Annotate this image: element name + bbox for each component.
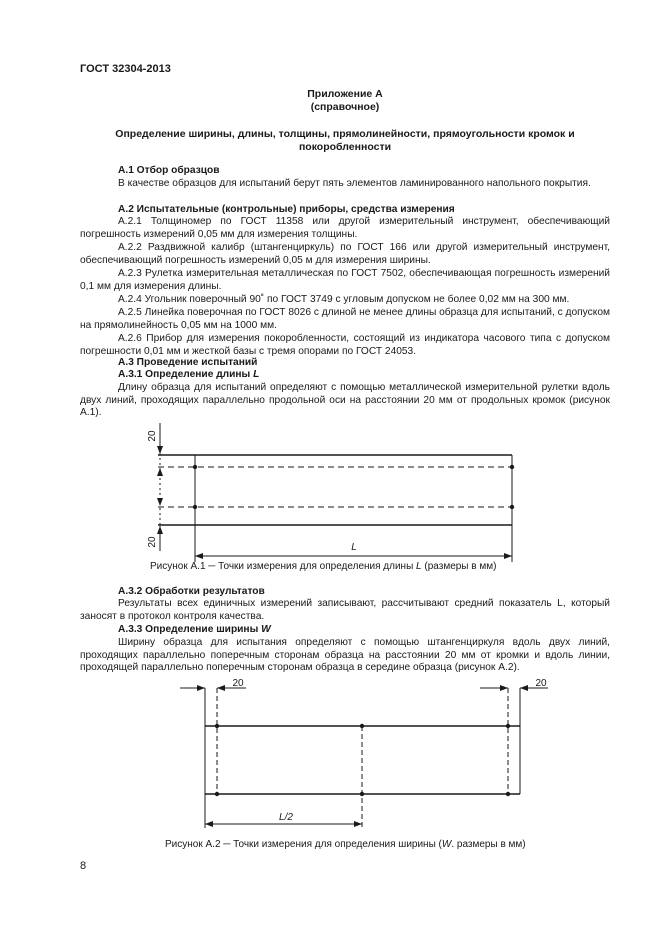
page-number: 8	[80, 860, 87, 872]
fig2-point	[360, 724, 364, 728]
fig2-point	[506, 792, 510, 796]
fig2-arrow-half-right	[354, 821, 362, 827]
section-a3-2-text: Результаты всех единичных измерений записывают, рассчитывают средний показатель L, который заносят в протокол контроля качества.	[80, 598, 610, 622]
appendix-heading-line1: Определение ширины, длины, толщины, прямолинейности, прямоугольности кромок и	[115, 128, 575, 140]
figure-a1	[0, 418, 661, 578]
section-a3-3-var: W	[261, 624, 271, 635]
fig2-caption-pre: Рисунок А.2 ─ Точки измерения для определения ширины (	[165, 839, 442, 850]
section-a2-2: А.2.2 Раздвижной калибр (штангенциркуль) по ГОСТ 166 или другой измерительный инструмент, обеспечивающий погрешность измерений 0,05 м для измерения ширины.	[80, 242, 610, 266]
fig1-length-label: L	[351, 542, 357, 553]
fig1-arrow-mid2	[157, 498, 163, 506]
fig1-arrow-mid1	[157, 468, 163, 476]
fig2-arrow-r1	[500, 685, 508, 691]
fig2-dim-right-label: 20	[535, 678, 547, 689]
fig2-half-label: L/2	[279, 812, 293, 823]
section-a3-3-text: Ширину образца для испытания определяют с помощью штангенциркуля вдоль двух линий, проходящих параллельно поперечным сторонам образца на расстоянии 20 мм от кромки и вдоль линии, проходящей параллельно поперечным сторонам образца в середине образца (рисунок А.2).	[80, 637, 610, 674]
fig2-point	[215, 792, 219, 796]
fig1-caption-pre: Рисунок А.1 ─ Точки измерения для определения длины	[150, 561, 417, 572]
section-a2-3: А.2.3 Рулетка измерительная металлическая по ГОСТ 7502, обеспечивающая погрешность измерений 0,1 мм для измерения длины.	[80, 268, 610, 292]
fig2-arrow-l2	[217, 685, 225, 691]
fig1-point	[510, 465, 514, 469]
appendix-heading-line2: покоробленности	[298, 141, 392, 153]
section-a1-title: А.1 Отбор образцов	[118, 165, 220, 176]
fig2-point	[506, 724, 510, 728]
fig1-arrow-top	[157, 446, 163, 454]
appendix-title: Приложение А	[307, 88, 383, 100]
fig2-arrow-r2	[520, 685, 528, 691]
section-a3-2-title: А.3.2 Обработки результатов	[118, 586, 265, 597]
section-a3-1-text: Длину образца для испытаний определяют с помощью металлической измерительной рулетки вдоль двух линий, проходящих параллельно продольной оси на расстоянии 20 мм от продольных кромок (рисунок А.1).	[80, 382, 610, 419]
section-a2-1: А.2.1 Толщиномер по ГОСТ 11358 или другой измерительный инструмент, обеспечивающий погрешность измерений 0,05 мм для измерения толщины.	[80, 216, 610, 240]
fig1-arrow-left	[195, 553, 203, 559]
section-a3-1-title	[118, 369, 259, 382]
figure-a1-caption	[150, 561, 496, 573]
fig1-point	[510, 505, 514, 509]
section-a2-6: А.2.6 Прибор для измерения покоробленности, состоящий из индикатора часового типа с допуском погрешности 0,01 мм и жесткой базы с тремя опорами по ГОСТ 24053.	[80, 333, 610, 357]
section-a2-4: А.2.4 Угольник поверочный 90˚ по ГОСТ 3749 с угловым допуском не более 0,02 мм на 300 мм.	[118, 294, 570, 305]
figure-a2	[0, 678, 661, 838]
fig1-caption-post: (размеры в мм)	[421, 561, 497, 572]
section-a2-5: А.2.5 Линейка поверочная по ГОСТ 8026 с длиной не менее длины образца для испытаний, с допуском на прямолинейность 0,05 мм на 1000 мм.	[80, 307, 610, 331]
fig1-dim-bottom-label: 20	[147, 536, 158, 548]
fig2-point	[360, 792, 364, 796]
fig1-point	[193, 505, 197, 509]
section-a3-3-title	[118, 624, 271, 637]
section-a3-title: А.3 Проведение испытаний	[118, 357, 258, 368]
fig2-arrow-l1	[197, 685, 205, 691]
fig1-arrow-right	[504, 553, 512, 559]
appendix-subtitle: (справочное)	[310, 101, 380, 113]
figure-a2-caption	[165, 839, 526, 851]
fig1-point	[193, 465, 197, 469]
document-header: ГОСТ 32304-2013	[80, 63, 171, 75]
section-a3-3-title-text: А.3.3 Определение ширины	[118, 624, 259, 635]
fig2-caption-var: W	[441, 839, 452, 850]
fig2-arrow-half-left	[205, 821, 213, 827]
fig1-dim-top-label: 20	[147, 430, 158, 442]
fig1-caption-var: L	[416, 561, 422, 572]
fig1-arrow-bottom	[157, 526, 163, 534]
fig2-point	[215, 724, 219, 728]
section-a2-title: А.2 Испытательные (контрольные) приборы, средства измерения	[118, 204, 455, 215]
section-a1-text: В качестве образцов для испытаний берут пять элементов ламинированного напольного покрытия.	[118, 178, 591, 189]
fig2-caption-post: . размеры в мм)	[451, 839, 526, 850]
section-a3-1-var: L	[253, 369, 260, 380]
fig2-dim-left-label: 20	[232, 678, 244, 689]
section-a3-1-title-text: А.3.1 Определение длины	[118, 369, 251, 380]
